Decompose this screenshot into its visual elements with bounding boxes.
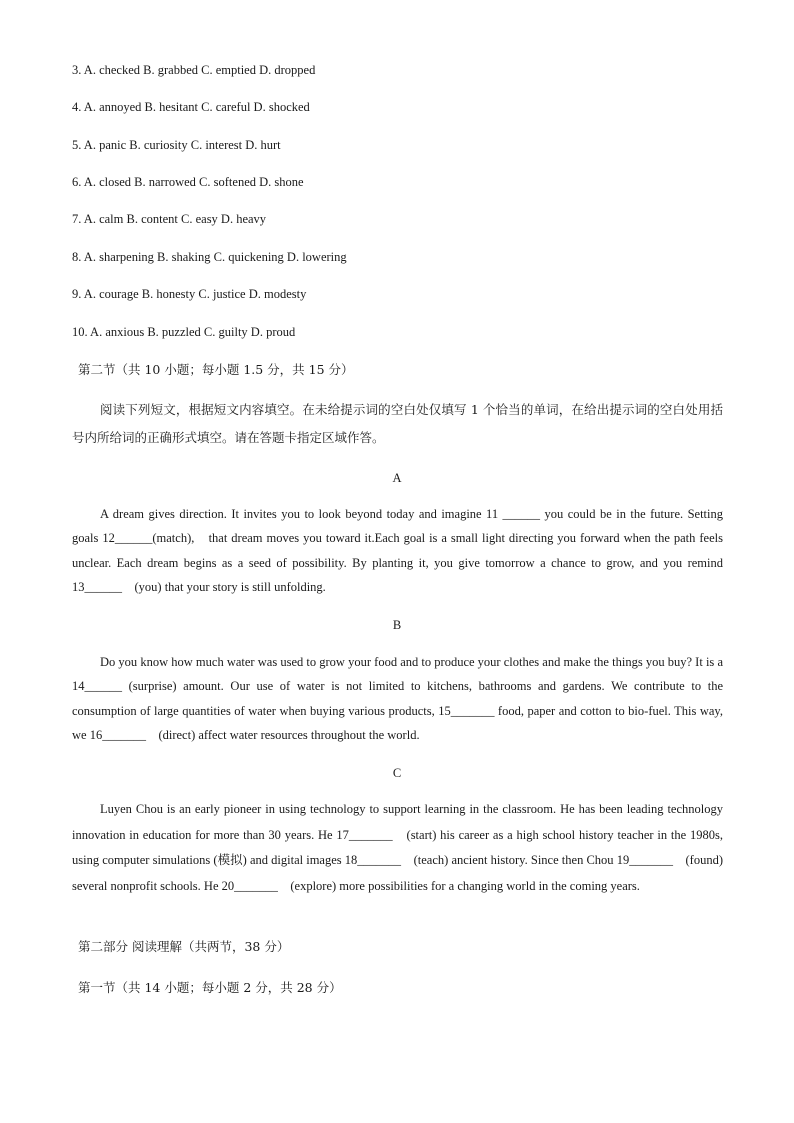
- passage-a-label: A: [392, 471, 402, 485]
- section-2-heading: 第二节（共 10 小题；每小题 1.5 分，共 15 分）: [78, 362, 354, 377]
- section-1-heading: 第一节（共 14 小题；每小题 2 分，共 28 分）: [78, 980, 342, 995]
- fill-in-instructions: 阅读下列短文，根据短文内容填空。在未给提示词的空白处仅填写 1 个恰当的单词，在给出提示词的空白处用括号内所给词的正确形式填空。请在答题卡指定区域作答。: [72, 402, 723, 445]
- question-10-options: 10. A. anxious B. puzzled C. guilty D. proud: [72, 325, 296, 339]
- question-5-options: 5. A. panic B. curiosity C. interest D. hurt: [72, 138, 281, 152]
- question-3-options: 3. A. checked B. grabbed C. emptied D. dropped: [72, 63, 316, 77]
- passage-c-label: C: [392, 766, 402, 780]
- passage-a-text: A dream gives direction. It invites you to look beyond today and imagine 11 ______ you could be in the future. Setting goals 12______(match), that dream moves you toward it.Each goal is a small light directing you forward when the path feels unclear. Each dream begins as a seed of possibility. By planting it, you give tomorrow a chance to grow, and you remind 13______ (you) that your story is still unfolding.: [72, 507, 723, 594]
- passage-b-label: B: [392, 618, 402, 632]
- passage-b-text: Do you know how much water was used to grow your food and to produce your clothes and make the things you buy? It is a 14______ (surprise) amount. Our use of water is not limited to kitchens, bathrooms and gardens. We contribute to the consumption of large quantities of water when buying various products, 15_______ food, paper and cotton to bio-fuel. This way, we 16_______ (direct) affect water resources throughout the world.: [72, 655, 723, 742]
- question-8-options: 8. A. sharpening B. shaking C. quickening D. lowering: [72, 250, 347, 264]
- question-7-options: 7. A. calm B. content C. easy D. heavy: [72, 212, 267, 226]
- question-9-options: 9. A. courage B. honesty C. justice D. modesty: [72, 287, 307, 301]
- part-2-heading: 第二部分 阅读理解（共两节，38 分）: [78, 939, 290, 954]
- question-6-options: 6. A. closed B. narrowed C. softened D. shone: [72, 175, 304, 189]
- passage-c-text: Luyen Chou is an early pioneer in using technology to support learning in the classroom. He has been leading technology innovation in education for more than 30 years. He 17_______ (start) his career as a high school history teacher in the 1980s, using computer simulations (模拟) and digital images 18_______ (teach) ancient history. Since then Chou 19_______ (found) several nonprofit schools. He 20_______ (explore) more possibilities for a changing world in the coming years.: [72, 802, 723, 893]
- question-4-options: 4. A. annoyed B. hesitant C. careful D. shocked: [72, 100, 310, 114]
